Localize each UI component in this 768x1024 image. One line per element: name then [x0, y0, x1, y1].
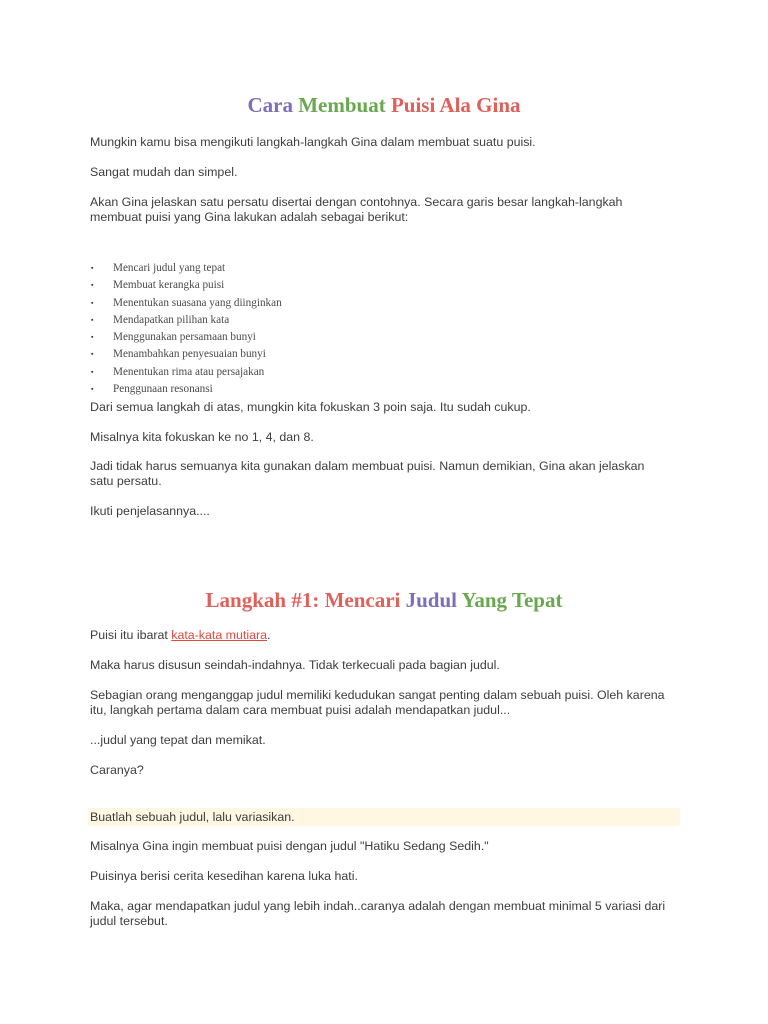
list-item: ▪ Menentukan rima atau persajakan	[90, 364, 282, 381]
after-list-paragraph-4: Ikuti penjelasannya....	[90, 504, 210, 518]
section-paragraph-1	[90, 628, 690, 643]
after-list-paragraph-2: Misalnya kita fokuskan ke no 1, 4, dan 8.	[90, 430, 314, 444]
section-heading	[0, 588, 768, 612]
intro-paragraph-1: Mungkin kamu bisa mengikuti langkah-langkah Gina dalam membuat suatu puisi.	[90, 135, 536, 149]
section-paragraph-8-line-1: Maka, agar mendapatkan judul yang lebih indah..caranya adalah dengan membuat minimal 5 variasi dari	[90, 899, 666, 913]
list-item: ▪ Mendapatkan pilihan kata	[90, 312, 282, 329]
bullet-icon: ▪	[91, 350, 94, 359]
after-list-paragraph-3-line-1: Jadi tidak harus semuanya kita gunakan dalam membuat puisi. Namun demikian, Gina akan jelaskan	[90, 459, 645, 473]
list-item: ▪ Menambahkan penyesuaian bunyi	[90, 346, 282, 363]
list-item: ▪ Menggunakan persamaan bunyi	[90, 329, 282, 346]
bullet-icon: ▪	[91, 281, 94, 290]
section-paragraph-2: Maka harus disusun seindah-indahnya. Tidak terkecuali pada bagian judul.	[90, 658, 500, 672]
heading-part-yang-tepat: Yang Tepat	[461, 588, 563, 612]
title-word-cara: Cara	[247, 93, 293, 117]
section-paragraph-6: Misalnya Gina ingin membuat puisi dengan judul "Hatiku Sedang Sedih."	[90, 839, 489, 853]
intro-paragraph-2: Sangat mudah dan simpel.	[90, 165, 238, 179]
bullet-icon: ▪	[91, 315, 94, 324]
bullet-icon: ▪	[91, 385, 94, 394]
heading-part-judul: Judul	[405, 588, 457, 612]
section-paragraph-3	[90, 688, 690, 718]
section-paragraph-3-line-1: Sebagian orang menganggap judul memiliki kedudukan sangat penting dalam sebuah puisi. Oleh karena	[90, 688, 665, 702]
title-word-puisi-ala-gina: Puisi Ala Gina	[390, 93, 521, 117]
section-paragraph-8-line-2: judul tersebut.	[90, 914, 168, 928]
list-item: ▪ Menentukan suasana yang diinginkan	[90, 295, 282, 312]
intro-paragraph-3	[90, 195, 690, 225]
section-paragraph-8	[90, 899, 690, 929]
steps-list	[90, 260, 282, 398]
bullet-icon: ▪	[91, 333, 94, 342]
kata-kata-mutiara-link[interactable]: kata-kata mutiara	[171, 628, 267, 642]
list-item: ▪ Membuat kerangka puisi	[90, 277, 282, 294]
section-paragraph-5: Caranya?	[90, 763, 144, 777]
title-word-membuat: Membuat	[298, 93, 386, 117]
intro-paragraph-3-line-1: Akan Gina jelaskan satu persatu disertai dengan contohnya. Secara garis besar langkah-langkah	[90, 195, 623, 209]
bullet-icon: ▪	[91, 367, 94, 376]
page-title	[0, 93, 768, 117]
list-item: ▪ Mencari judul yang tepat	[90, 260, 282, 277]
intro-paragraph-3-line-2: membuat puisi yang Gina lakukan adalah sebagai berikut:	[90, 210, 409, 224]
after-list-paragraph-3	[90, 459, 690, 489]
section-paragraph-4: ...judul yang tepat dan memikat.	[90, 733, 266, 747]
section-paragraph-7: Puisinya berisi cerita kesedihan karena luka hati.	[90, 869, 358, 883]
heading-part-langkah: Langkah #1: Mencari	[205, 588, 401, 612]
after-list-paragraph-1: Dari semua langkah di atas, mungkin kita fokuskan 3 poin saja. Itu sudah cukup.	[90, 400, 531, 414]
section-paragraph-3-line-2: itu, langkah pertama dalam cara membuat puisi adalah mendapatkan judul...	[90, 703, 511, 717]
highlight-text: Buatlah sebuah judul, lalu variasikan.	[90, 810, 295, 824]
bullet-icon: ▪	[91, 264, 94, 272]
bullet-icon: ▪	[91, 298, 94, 307]
after-list-paragraph-3-line-2: satu persatu.	[90, 474, 162, 488]
list-item: ▪ Penggunaan resonansi	[90, 381, 282, 398]
section-paragraph-1-suffix: .	[267, 628, 271, 642]
section-paragraph-1-prefix: Puisi itu ibarat	[90, 628, 172, 642]
